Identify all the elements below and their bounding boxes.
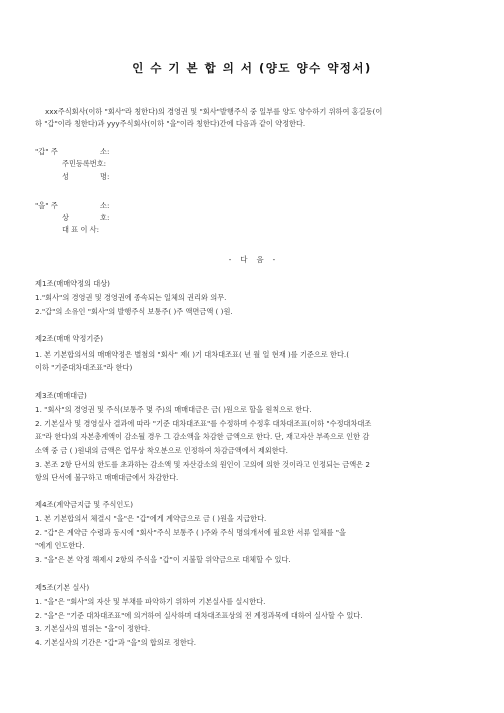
article-4-line-1: 1. 본 기본합의서 체결시 "을"은 "갑"에게 계약금으로 금 ( )원을 지급한다.	[35, 514, 267, 523]
article-3-line-5: 3. 본조 2항 단서의 한도를 초과하는 감소액 및 자산감소의 원인이 고의에 의한 것이라고 인정되는 금액은 2	[35, 460, 370, 469]
party-b-address-label: 소:	[100, 201, 110, 210]
article-2-line-2: 이하 "기준대차대조표"라 한다)	[35, 363, 133, 372]
article-4-line-2: 2. "갑"은 계약금 수령과 동시에 "회사"주식 보통주 ( )주와 주식 명의개서에 필요한 서류 일체를 "을	[35, 528, 346, 537]
section-separator: - 다 음 -	[228, 255, 276, 264]
intro-line-1: xxx주식회사(이하 "회사"라 칭한다)의 경영권 및 "회사"발행주식 중 일부를 양도 양수하기 위하여 홍길동(이	[45, 107, 383, 116]
party-b-representative-label: 대 표 이 사:	[62, 225, 100, 234]
article-5-line-2: 2. "을"은 "기준 대차대조표"에 의거하여 실사하며 대차대조표상의 전 계정과목에 대하여 실사할 수 있다.	[35, 611, 363, 620]
party-a-label: "갑" 주	[35, 147, 58, 156]
article-1-heading: 제1조(매매약정의 대상)	[35, 279, 110, 288]
article-4-heading: 제4조(계약금지급 및 주식인도)	[35, 500, 134, 509]
article-2-line-1: 1. 본 기본합의서의 매매약정은 별첨의 "회사" 제( )기 대차대조표( 년 월 일 현재 )를 기준으로 한다.(	[35, 350, 350, 359]
article-4-line-3: "에게 인도한다.	[35, 541, 85, 550]
article-5-line-3: 3. 기본실사의 범위는 "을"이 정한다.	[35, 624, 151, 633]
party-a-id-label: 주민등록번호:	[62, 159, 107, 168]
article-3-line-4: 소액 중 금 ( )원내의 금액은 업무상 착오분으로 인정하여 차감금액에서 제외한다.	[35, 446, 288, 455]
article-1-line-1: 1."회사"의 경영권 및 경영권에 종속되는 일체의 권리와 의무.	[35, 293, 227, 302]
party-a-address-label: 소:	[100, 147, 110, 156]
article-3-heading: 제3조(매매대금)	[35, 391, 87, 400]
article-5-heading: 제5조(기본 실사)	[35, 583, 90, 592]
article-4-line-4: 3. "을"은 본 약정 해제시 2항의 주식을 "갑"이 지불할 위약금으로 대체할 수 있다.	[35, 555, 291, 564]
article-3-line-3: 표"라 한다)의 자본총계액이 감소될 경우 그 감소액을 차감한 금액으로 한다. 단, 재고자산 부족으로 인한 감	[35, 432, 370, 441]
article-1-line-2: 2."갑"의 소유인 "회사"의 발행주식 보통주( )주 액면금액 ( )원.	[35, 307, 233, 316]
party-b-company-label-1: 상	[62, 213, 69, 222]
article-5-line-1: 1. "을"은 "회사"의 자산 및 부채를 파악하기 위하여 기본실사를 실시한다.	[35, 597, 266, 606]
article-2-heading: 제2조(매매 약정기준)	[35, 334, 104, 343]
article-3-line-2: 2. 기본실사 및 경영실사 결과에 따라 "기준 대차대조표"를 수정하며 수정후 대차대조표(이하 "수정대차대조	[35, 419, 372, 428]
party-a-name-label-2: 명:	[100, 172, 110, 181]
article-5-line-4: 4. 기본실사의 기간은 "갑"과 "을"의 합의로 정한다.	[35, 638, 197, 647]
article-3-line-1: 1. "회사"의 경영권 및 주식(보통주 몇 주)의 매매대금은 금( )원으로 할을 원칙으로 한다.	[35, 405, 312, 414]
intro-line-2: 하 "갑"이라 칭한다)과 yyy주식회사(이하 "을"이라 칭한다)간에 다음과 같이 약정한다.	[35, 119, 306, 128]
document-title: 인 수 기 본 합 의 서 (양도 양수 약정서)	[132, 61, 372, 75]
party-b-label: "을" 주	[35, 201, 58, 210]
party-a-name-label-1: 성	[62, 172, 69, 181]
party-b-company-label-2: 호:	[100, 213, 110, 222]
article-3-line-6: 항의 단서에 불구하고 매매대금에서 차감한다.	[35, 473, 179, 482]
